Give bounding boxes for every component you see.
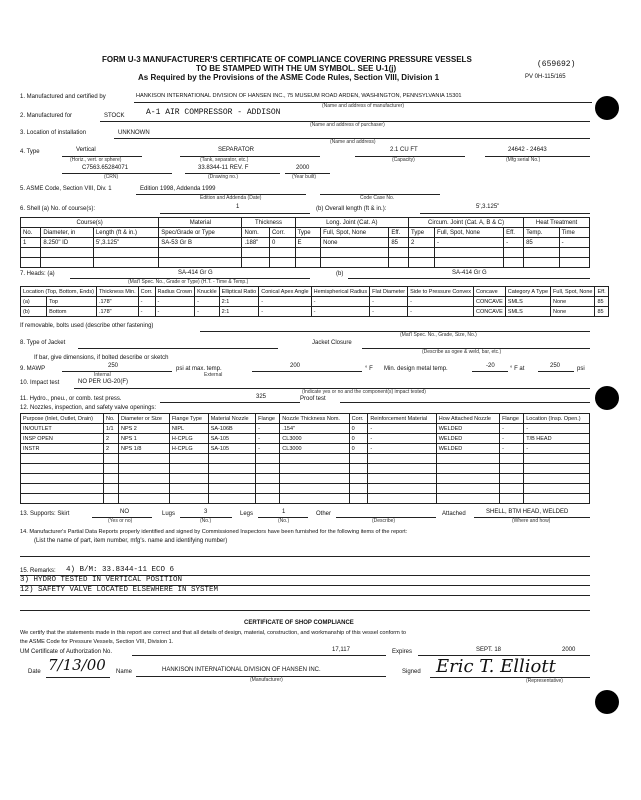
nozzle-cell: NPS 1/8 xyxy=(118,444,169,454)
nozzles-header-nom: Nozzle Thickness Nom. xyxy=(280,414,349,424)
nozzles-table xyxy=(20,413,590,504)
nozzle-cell: - xyxy=(500,444,524,454)
shell-sub-full: Full, Spot, None xyxy=(321,228,389,238)
head-b-label: (b) xyxy=(336,271,344,277)
heads-table-header xyxy=(21,287,609,297)
nozzles-header-flange-type: Flange Type xyxy=(169,414,208,424)
nozzle-row-empty xyxy=(21,484,590,494)
crn-caption: (CRN) xyxy=(104,174,119,180)
item12-label: 12. Nozzles, inspection, and safety valve openings: xyxy=(20,405,157,411)
nozzle-cell: NPS 1 xyxy=(118,434,169,444)
head-cell: - xyxy=(195,297,220,307)
nozzles-header-attached-flange: Flange xyxy=(500,414,524,424)
mawp-internal: Internal xyxy=(94,372,111,378)
item10-label: 10. Impact test xyxy=(20,380,60,386)
nozzle-cell: WELDED xyxy=(436,424,499,434)
jacket-closure-label: Jacket Closure xyxy=(312,340,352,346)
drawing-value: 33.8344-11 REV. F xyxy=(198,165,249,171)
head-cell: (b) xyxy=(21,307,47,317)
form-subtitle: TO BE STAMPED WITH THE UM SYMBOL. SEE U-1(j) xyxy=(196,64,397,73)
nozzle-cell: 2 xyxy=(103,444,118,454)
removable-note: If removable, bolts used (describe other fastening) xyxy=(20,323,154,329)
item5-label: 5. ASME Code, Section VIII, Div. 1 xyxy=(20,186,112,192)
min-temp-psi-underline xyxy=(538,371,574,372)
head-cell: 2:1 xyxy=(219,307,259,317)
shell-sub-cfull: Full, Spot, None xyxy=(434,228,503,238)
nozzles-header-purpose: Purpose (Inlet, Outlet, Drain) xyxy=(21,414,104,424)
heads-header-flat: Flat Diameter xyxy=(370,287,408,297)
other-caption: (Describe) xyxy=(372,518,396,524)
head-cell: - xyxy=(138,297,155,307)
heads-header-hemi: Hemispherical Radius xyxy=(311,287,370,297)
item3-label: 3. Location of installation xyxy=(20,130,87,136)
location-value: UNKNOWN xyxy=(118,130,150,136)
nozzles-header-location: Location (Insp. Open.) xyxy=(524,414,590,424)
serial-value: 24642 - 24643 xyxy=(508,147,547,153)
year-value: 2000 xyxy=(296,165,310,171)
nozzles-header-reinf: Reinforcement Material xyxy=(368,414,436,424)
name-caption: (Manufacturer) xyxy=(250,677,283,683)
auth-underline xyxy=(132,655,386,656)
head-cell: SMLS xyxy=(505,297,550,307)
punch-hole-bottom xyxy=(595,690,619,714)
legs-label: Legs xyxy=(240,511,254,517)
shell-header-long-joint: Long. Joint (Cat. A) xyxy=(295,218,409,228)
heads-header-conical: Conical Apex Angle xyxy=(259,287,311,297)
shell-sub-corr: Corr. xyxy=(269,228,295,238)
nozzles-header-no: No. xyxy=(103,414,118,424)
nozzle-cell: 2 xyxy=(103,434,118,444)
overall-length-label: (b) Overall length (ft & in.): xyxy=(316,206,387,212)
shell-sub-eff: Eff. xyxy=(389,228,409,238)
attached-caption: (Where and how) xyxy=(512,518,551,524)
item1-label: 1. Manufactured and certified by xyxy=(20,94,106,100)
shell-cell: 85 xyxy=(389,238,409,248)
heads-header-type: Category A Type xyxy=(505,287,550,297)
other-label: Other xyxy=(316,511,332,517)
name-value: HANKISON INTERNATIONAL DIVISION OF HANSEN INC. xyxy=(162,667,321,673)
nozzle-row-empty xyxy=(21,474,590,484)
shell-table-header xyxy=(21,218,590,228)
nozzle-cell: 0 xyxy=(349,444,368,454)
tank-caption: (Tank, separator, etc.) xyxy=(200,157,249,163)
min-temp-label: Min. design metal temp. xyxy=(384,366,448,372)
min-temp-psi: psi xyxy=(577,366,585,372)
tank-value: SEPARATOR xyxy=(218,147,255,153)
shell-sub-length: Length (ft & in.) xyxy=(93,228,158,238)
item8-label: 8. Type of Jacket xyxy=(20,340,66,346)
heads-table-row xyxy=(21,307,609,317)
certificate-title: CERTIFICATE OF SHOP COMPLIANCE xyxy=(244,620,354,626)
signed-caption: (Representative) xyxy=(526,678,563,684)
head-cell: - xyxy=(259,307,311,317)
date-label: Date xyxy=(28,669,41,675)
shell-cell: 2 xyxy=(409,238,435,248)
shell-table-subheader xyxy=(21,228,590,238)
head-spec-caption: (Mat'l Spec. No., Grade or Type) (H.T. - Time & Temp.) xyxy=(128,279,249,285)
nozzle-cell: - xyxy=(368,434,436,444)
nozzle-cell: SA-106B xyxy=(208,424,255,434)
nozzle-cell: NIPL xyxy=(169,424,208,434)
item13-label: 13. Supports: Skirt xyxy=(20,511,70,517)
impact-test-caption: (Indicate yes or no and the component(s) impact tested) xyxy=(302,389,426,395)
heads-header-location: Location (Top, Bottom, Ends) xyxy=(21,287,97,297)
shell-cell: - xyxy=(559,238,589,248)
head-cell: None xyxy=(551,297,595,307)
shell-cell: - xyxy=(504,238,524,248)
date-underline xyxy=(46,677,110,678)
shell-sub-spec: Spec/Grade or Type xyxy=(159,228,242,238)
item1-caption: (Name and address of manufacturer) xyxy=(322,103,404,109)
drawing-caption: (Drawing no.) xyxy=(208,174,239,180)
nozzle-cell: H-CPLG xyxy=(169,444,208,454)
skirt-caption: (Yes or no) xyxy=(108,518,133,524)
nozzle-cell: - xyxy=(368,444,436,454)
min-temp-at: ° F at xyxy=(510,366,525,372)
nozzle-cell: - xyxy=(500,424,524,434)
shell-header-heat: Heat Treatment xyxy=(524,218,590,228)
shell-sub-diameter: Diameter, in xyxy=(41,228,94,238)
head-cell: Bottom xyxy=(47,307,97,317)
item3-caption: (Name and address) xyxy=(330,139,376,145)
auth-number: 17,117 xyxy=(332,647,350,653)
item2-label: 2. Manufactured for xyxy=(20,113,73,119)
max-temp-underline xyxy=(252,371,362,372)
head-cell: CONCAVE xyxy=(473,297,505,307)
reference-number: (659692) xyxy=(537,60,576,69)
item14-label: 14. Manufacturer's Partial Data Reports properly identified and signed by Commissioned Inspectors have been furnished for the following items of the report: xyxy=(20,529,408,535)
heads-header-eff: Eff. xyxy=(595,287,608,297)
head-cell: Top xyxy=(47,297,97,307)
head-cell: - xyxy=(195,307,220,317)
head-cell: .178" xyxy=(96,307,138,317)
nozzle-row xyxy=(21,424,590,434)
shell-header-courses: Course(s) xyxy=(21,218,159,228)
shell-courses-underline xyxy=(160,213,310,214)
attached-label: Attached xyxy=(442,511,466,517)
head-cell: CONCAVE xyxy=(473,307,505,317)
form-provisions: As Required by the Provisions of the ASME Code Rules, Section VIII, Division 1 xyxy=(138,73,440,82)
punch-hole-middle xyxy=(595,386,619,410)
nozzle-cell: INSP OPEN xyxy=(21,434,104,444)
lugs-value: 3 xyxy=(204,509,208,515)
shell-cell: 85 xyxy=(524,238,560,248)
nozzles-header-corr: Corr. xyxy=(349,414,368,424)
lugs-caption: (No.) xyxy=(200,518,212,524)
shell-cell: - xyxy=(434,238,503,248)
legs-caption: (No.) xyxy=(278,518,290,524)
shell-sub-type: Type xyxy=(295,228,321,238)
min-temp-value: -20 xyxy=(486,363,495,369)
shell-table-row-empty xyxy=(21,258,590,268)
head-cell: - xyxy=(259,297,311,307)
shell-courses-value: 1 xyxy=(236,204,240,210)
nozzles-table-header xyxy=(21,414,590,424)
remarks-line-3: 12) SAFETY VALVE LOCATED ELSEWHERE IN SYSTEM xyxy=(20,586,219,594)
heads-header-ratio: Elliptical Ratio xyxy=(219,287,259,297)
shell-cell: None xyxy=(321,238,389,248)
shell-cell: 0 xyxy=(269,238,295,248)
shell-sub-time: Time xyxy=(559,228,589,238)
legs-value: 1 xyxy=(282,509,286,515)
nozzle-cell: SA-105 xyxy=(208,444,255,454)
heads-header-full: Full, Spot, None xyxy=(551,287,595,297)
mawp-external: External xyxy=(204,372,223,378)
shell-sub-ceff: Eff. xyxy=(504,228,524,238)
nozzle-cell: T/B HEAD xyxy=(524,434,590,444)
expires-label: Expires xyxy=(392,649,413,655)
nozzles-header-attached: How Attached Nozzle xyxy=(436,414,499,424)
nozzle-row xyxy=(21,434,590,444)
head-cell: 2:1 xyxy=(219,297,259,307)
nozzle-cell: 0 xyxy=(349,424,368,434)
shell-header-circ-joint: Circum. Joint (Cat. A, B & C) xyxy=(409,218,524,228)
min-temp-psi-value: 250 xyxy=(550,363,561,369)
jacket-closure-caption: (Describe as ogee & weld, bar, etc.) xyxy=(422,349,502,355)
nozzle-cell: H-CPLG xyxy=(169,434,208,444)
item14-line-1 xyxy=(20,556,590,557)
mawp-value: 250 xyxy=(108,363,119,369)
nozzles-header-material: Material Nozzle xyxy=(208,414,255,424)
attached-value: SHELL, BTM HEAD, WELDED xyxy=(486,509,569,515)
mawp-underline xyxy=(62,371,172,372)
test-pressure-underline xyxy=(160,402,300,403)
overall-length-value: 5',3.125" xyxy=(476,204,500,210)
manufacturer-value: HANKISON INTERNATIONAL DIVISION OF HANSEN INC., 75 MUSEUM ROAD ARDEN, WASHINGTON, PENNSYLVANIA 15301 xyxy=(136,93,462,99)
shell-header-thickness: Thickness xyxy=(242,218,295,228)
nozzle-cell: SA-105 xyxy=(208,434,255,444)
removable-underline xyxy=(200,331,590,332)
shell-cell: 1 xyxy=(21,238,41,248)
nozzle-cell: INSTR xyxy=(21,444,104,454)
heads-header-convex: Side to Pressure Convex xyxy=(408,287,474,297)
head-cell: SMLS xyxy=(505,307,550,317)
head-cell: .178" xyxy=(96,297,138,307)
head-cell: - xyxy=(138,307,155,317)
orientation-caption: (Horiz., vert. or sphere) xyxy=(70,157,122,163)
skirt-value: NO xyxy=(120,509,129,515)
remarks-line-1: 4) B/M: 33.8344-11 ECO 6 xyxy=(66,566,175,574)
head-cell: - xyxy=(408,307,474,317)
nozzle-cell: .154" xyxy=(280,424,349,434)
nozzle-cell: CL3000 xyxy=(280,444,349,454)
bar-note: If bar, give dimensions, if bolted describe or sketch xyxy=(34,355,169,361)
date-value: 7/13/00 xyxy=(48,656,106,674)
shell-sub-no: No. xyxy=(21,228,41,238)
shell-table-row xyxy=(21,238,590,248)
head-a-spec: SA-414 Gr G xyxy=(178,270,213,276)
nozzle-cell: - xyxy=(524,424,590,434)
certificate-statement-2: the ASME Code for Pressure Vessels, Section VIII, Division 1. xyxy=(20,639,174,645)
head-cell: 85 xyxy=(595,297,608,307)
code-case-caption: Code Case No. xyxy=(360,195,395,201)
min-temp-underline xyxy=(472,371,508,372)
remarks-line-2: 3) HYDRO TESTED IN VERTICAL POSITION xyxy=(20,576,183,584)
max-temp-unit: ° F xyxy=(365,366,373,372)
heads-table xyxy=(20,286,609,317)
certificate-rule xyxy=(20,610,590,611)
head-cell: - xyxy=(311,297,370,307)
impact-test-value: NO PER UG-20(F) xyxy=(78,379,129,385)
item2-caption: (Name and address of purchaser) xyxy=(310,122,385,128)
heads-header-crown: Radius Crown xyxy=(155,287,195,297)
mawp-unit: psi at max. temp. xyxy=(176,366,222,372)
shell-sub-nom: Nom. xyxy=(242,228,269,238)
heads-header-knuckle: Knuckle xyxy=(195,287,220,297)
item6-label: 6. Shell (a) No. of course(s): xyxy=(20,206,96,212)
head-cell: (a) xyxy=(21,297,47,307)
overall-length-underline xyxy=(420,213,590,214)
nozzle-cell: - xyxy=(256,424,280,434)
shell-table-row-empty xyxy=(21,248,590,258)
lugs-label: Lugs xyxy=(162,511,176,517)
nozzle-cell: - xyxy=(256,434,280,444)
pv-number: PV 0H-115/165 xyxy=(525,74,566,80)
shell-cell: 5',3.125" xyxy=(93,238,158,248)
auth-label: UM Certificate of Authorization No. xyxy=(20,649,113,655)
purchaser-value: STOCK xyxy=(104,113,125,119)
nozzle-cell: - xyxy=(256,444,280,454)
name-label: Name xyxy=(116,669,133,675)
nozzle-cell: NPS 2 xyxy=(118,424,169,434)
certificate-statement-1: We certify that the statements made in this report are correct and that all details of design, material, construction, and workmanship of this vessel conform to xyxy=(20,630,407,636)
nozzle-cell: WELDED xyxy=(436,444,499,454)
jacket-underline xyxy=(78,348,278,349)
nozzle-cell: IN/OUTLET xyxy=(21,424,104,434)
nozzle-cell: 1/1 xyxy=(103,424,118,434)
item15-label: 15. Remarks: xyxy=(20,568,56,574)
remarks-underline-3 xyxy=(20,595,590,596)
head-cell: 85 xyxy=(595,307,608,317)
shell-cell: .188" xyxy=(242,238,269,248)
heads-table-row xyxy=(21,297,609,307)
shell-sub-ctype: Type xyxy=(409,228,435,238)
shell-cell: SA-53 Gr B xyxy=(159,238,242,248)
nozzle-cell: - xyxy=(368,424,436,434)
heads-header-corr: Corr. xyxy=(138,287,155,297)
signed-label: Signed xyxy=(402,669,421,675)
shell-cell: E xyxy=(295,238,321,248)
punch-hole-top xyxy=(595,96,619,120)
head-cell: - xyxy=(408,297,474,307)
shell-sub-temp: Temp. xyxy=(524,228,560,238)
nozzle-cell: CL3000 xyxy=(280,434,349,444)
item4-label: 4. Type xyxy=(20,149,40,155)
signed-underline xyxy=(430,677,590,678)
nozzles-header-size: Diameter or Size xyxy=(118,414,169,424)
nozzle-cell: 0 xyxy=(349,434,368,444)
nozzle-row-empty xyxy=(21,494,590,504)
expires-month: SEPT. 18 xyxy=(476,647,502,653)
shell-header-material: Material xyxy=(159,218,242,228)
head-cell: - xyxy=(155,307,195,317)
item11-label: 11. Hydro., pneu., or comb. test press. xyxy=(20,396,122,402)
crn-value: C7563.65284071 xyxy=(82,165,129,171)
capacity-caption: (Capacity) xyxy=(392,157,415,163)
head-b-underline xyxy=(348,278,590,279)
capacity-value: 2.1 CU FT xyxy=(390,147,418,153)
expires-year: 2000 xyxy=(562,647,576,653)
form-title: FORM U-3 MANUFACTURER'S CERTIFICATE OF COMPLIANCE COVERING PRESSURE VESSELS xyxy=(102,55,472,64)
proof-test-underline xyxy=(340,402,590,403)
shell-cell: 8.250" ID xyxy=(41,238,94,248)
proof-test-label: Proof test xyxy=(300,396,326,402)
nozzle-cell: - xyxy=(500,434,524,444)
purchaser-typed: A-1 AIR COMPRESSOR - ADDISON xyxy=(146,108,281,117)
nozzle-row xyxy=(21,444,590,454)
head-cell: - xyxy=(370,297,408,307)
head-b-spec: SA-414 Gr G xyxy=(452,270,487,276)
heads-header-min: Thickness Min. xyxy=(96,287,138,297)
max-temp-value: 200 xyxy=(290,363,301,369)
year-caption: (Year built) xyxy=(292,174,316,180)
nozzles-header-flange: Flange xyxy=(256,414,280,424)
shell-table xyxy=(20,217,590,268)
item9-label: 9. MAWP xyxy=(20,366,46,372)
orientation-value: Vertical xyxy=(76,147,96,153)
nozzle-cell: - xyxy=(524,444,590,454)
nozzle-row-empty xyxy=(21,454,590,464)
removable-caption: (Mat'l Spec. No., Grade, Size, No.) xyxy=(400,332,477,338)
nozzle-row-empty xyxy=(21,464,590,474)
test-pressure-value: 325 xyxy=(256,394,267,400)
head-cell: - xyxy=(370,307,408,317)
head-cell: - xyxy=(155,297,195,307)
head-cell: None xyxy=(551,307,595,317)
serial-caption: (Mfg serial No.) xyxy=(506,157,541,163)
heads-header-concave: Concave xyxy=(473,287,505,297)
nozzle-cell: WELDED xyxy=(436,434,499,444)
edition-value: Edition 1998, Addenda 1999 xyxy=(140,186,216,192)
edition-caption: Edition and Addenda (Date) xyxy=(200,195,262,201)
item14-sub: (List the name of part, item number, mfg's. name and identifying number) xyxy=(34,538,228,544)
head-cell: - xyxy=(311,307,370,317)
signature: Eric T. Elliott xyxy=(436,656,556,677)
item7-label: 7. Heads: (a) xyxy=(20,271,55,277)
